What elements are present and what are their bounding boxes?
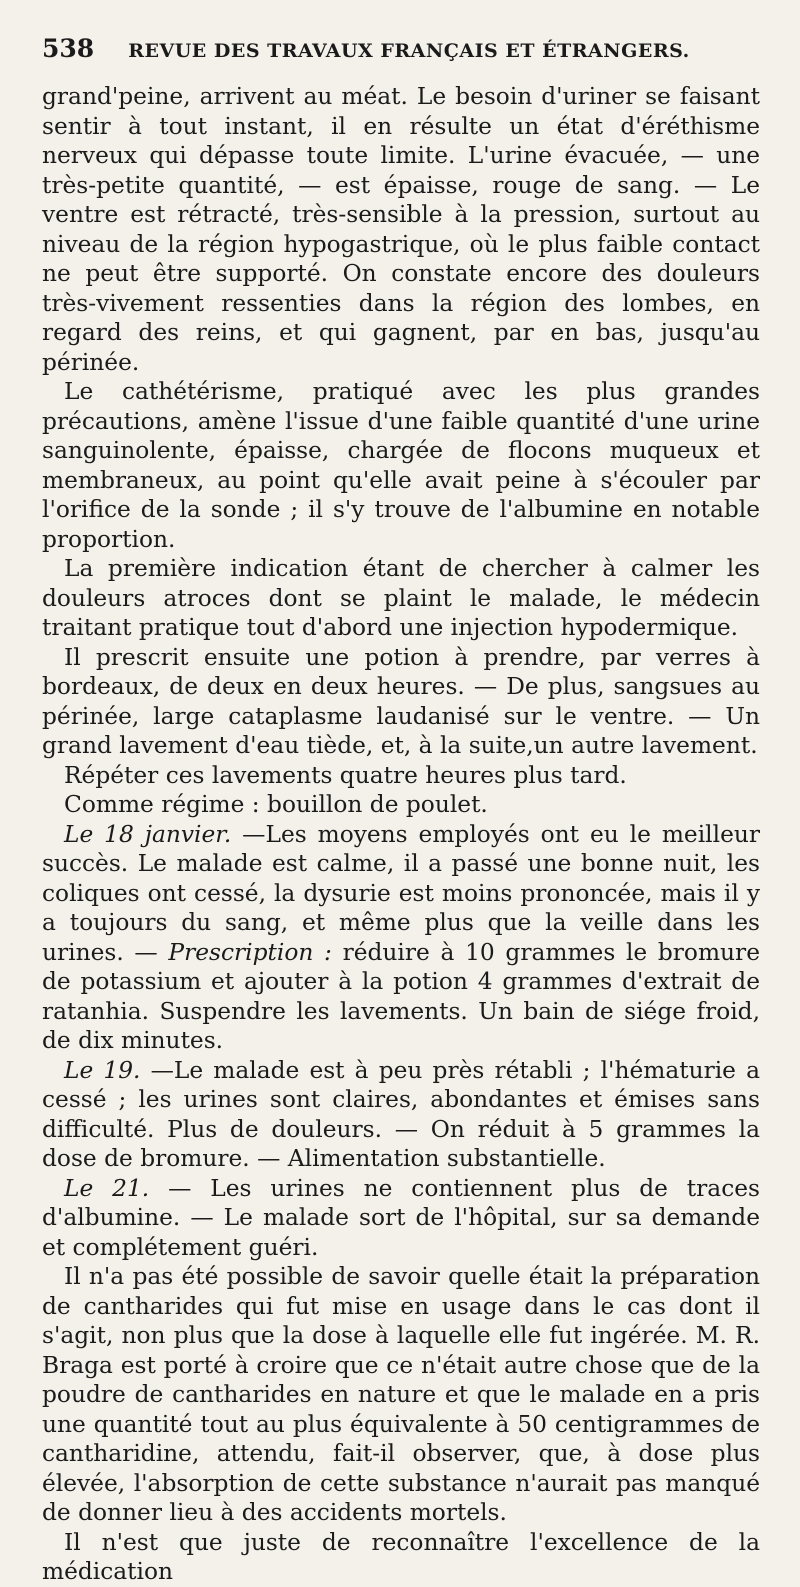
paragraph: Le cathétérisme, pratiqué avec les plus grandes précautions, amène l'issue d'une faible quantité d'une urine sanguinolente, épaisse, chargée de flocons muqueux et membraneux, au point qu'elle avait peine à s'écouler par l'orifice de la sonde ; il s'y trouve de l'albumine en notable proportion. — [42, 378, 760, 553]
paragraph: Il n'est que juste de reconnaître l'excellence de la médication — [42, 1528, 760, 1585]
page-number: 538 — [42, 34, 95, 63]
paragraph: Le 18 janvier. —Les moyens employés ont eu le meilleur succès. Le malade est calme, il a passé une bonne nuit, les coliques ont cessé, la dysurie est moins prononcée, mais il y a toujours du sang, et même plus que la veille dans les urines. — Prescription : réduire à 10 grammes le bromure de potassium et ajouter à la potion 4 grammes d'extrait de ratanhia. Suspendre les lavements. Un bain de siége froid, de dix minutes. — [42, 820, 760, 1054]
prescription-label: Prescription : — [157, 938, 332, 966]
paragraph: Le 19. —Le malade est à peu près rétabli ; l'hématurie a cessé ; les urines sont claires, abondantes et émises sans difficulté. Plus de douleurs. — On réduit à 5 grammes la dose de bromure. — Alimentation substantielle. — [42, 1056, 760, 1172]
page-header — [42, 34, 760, 72]
paragraph: Il prescrit ensuite une potion à prendre, par verres à bordeaux, de deux en deux heures. — De plus, sangsues au périnée, large cataplasme laudanisé sur le ventre. — Un grand lavement d'eau tiède, et, à la suite,un autre lavement. — [42, 643, 760, 759]
body-text — [42, 82, 760, 1587]
entry-date: Le 21. — [64, 1174, 150, 1202]
running-head: REVUE DES TRAVAUX FRANÇAIS ET ÉTRANGERS. — [128, 40, 690, 62]
paragraph: Comme régime : bouillon de poulet. — [64, 791, 488, 818]
entry-date: Le 18 janvier. — [64, 820, 232, 848]
paragraph: Le 21. — Les urines ne contiennent plus de traces d'albumine. — Le malade sort de l'hôpital, sur sa demande et complétement guéri. — [42, 1174, 760, 1261]
paragraph: Il n'a pas été possible de savoir quelle était la préparation de cantharides qui fut mise en usage dans le cas dont il s'agit, non plus que la dose à laquelle elle fut ingérée. M. R. Braga est porté à croire que ce n'était autre chose que de la poudre de cantharides en nature et que le malade en a pris une quantité tout au plus équivalente à 50 centigrammes de cantharidine, attendu, fait-il observer, que, à dose plus élevée, l'absorption de cette substance n'aurait pas manqué de donner lieu à des accidents mortels. — [42, 1263, 760, 1526]
paragraph: La première indication étant de chercher à calmer les douleurs atroces dont se plaint le malade, le médecin traitant pratique tout d'abord une injection hypodermique. — [42, 555, 760, 641]
paragraph: grand'peine, arrivent au méat. Le besoin d'uriner se faisant sentir à tout instant, il en résulte un état d'éréthisme nerveux qui dépasse toute limite. L'urine évacuée, — une très-petite quantité, — est épaisse, rouge de sang. — Le ventre est rétracté, très-sensible à la pression, surtout au niveau de la région hypogastrique, où le plus faible contact ne peut être supporté. On constate encore des douleurs très-vivement ressenties dans la région des lombes, en regard des reins, et qui gagnent, par en bas, jusqu'au périnée. — [42, 83, 760, 376]
paragraph: Répéter ces lavements quatre heures plus tard. — [64, 761, 627, 789]
entry-date: Le 19. — [64, 1056, 141, 1084]
